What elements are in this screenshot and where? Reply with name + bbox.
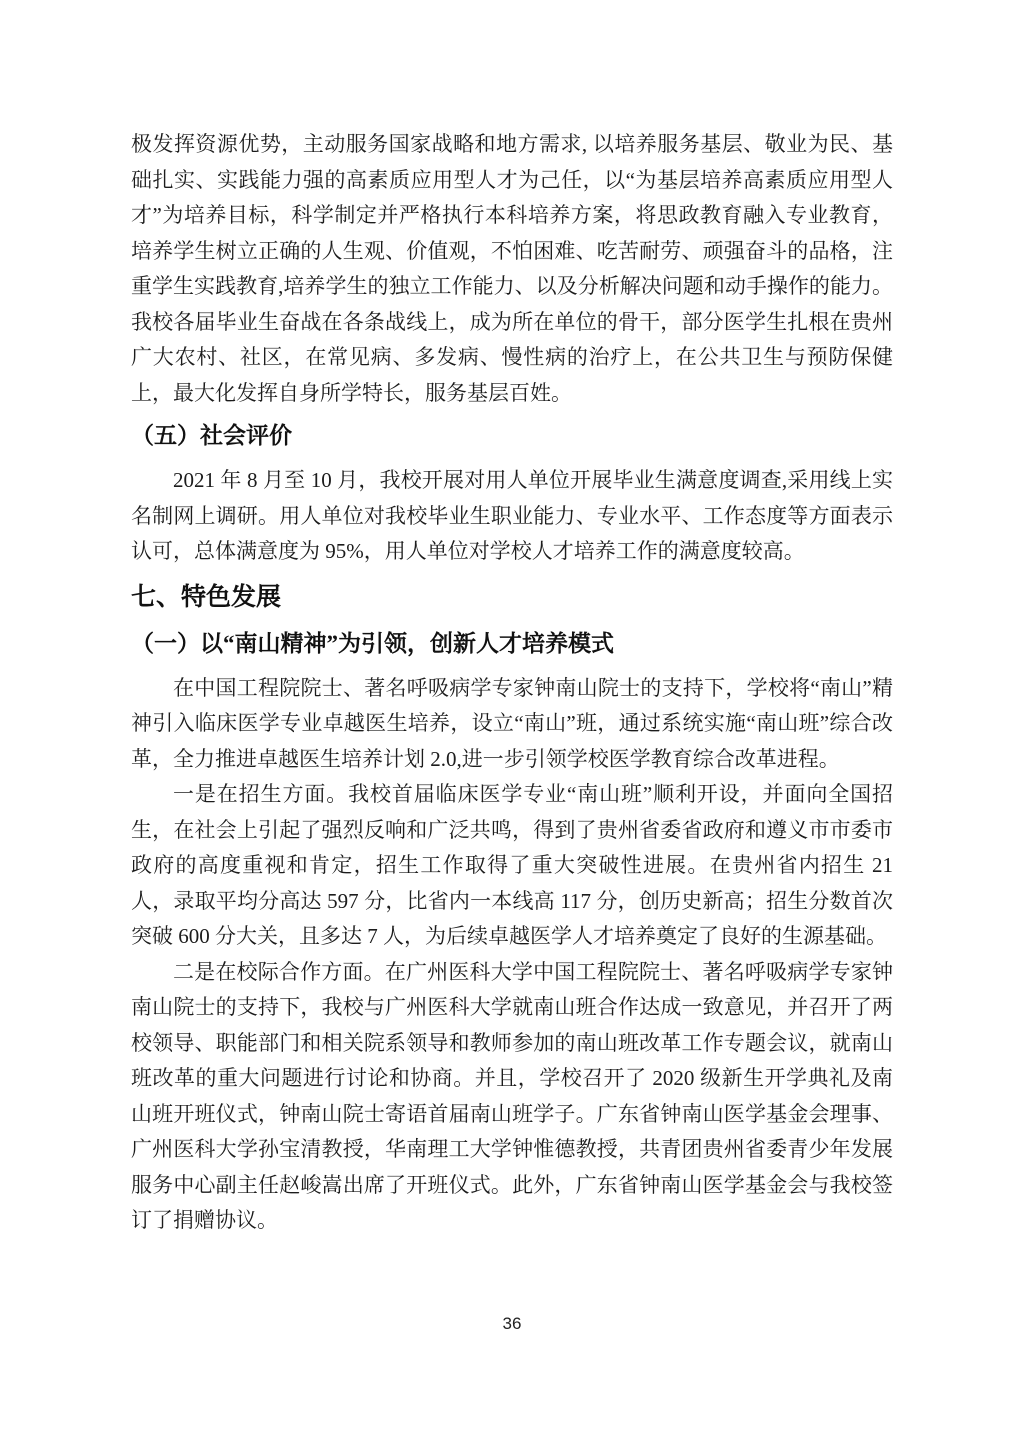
body-paragraph-continuation: 极发挥资源优势，主动服务国家战略和地方需求, 以培养服务基层、敬业为民、基础扎实、实践能力强的高素质应用型人才为己任，以“为基层培养高素质应用型人才”为培养目标，科学制定并严格执行本科培养方案，将思政教育融入专业教育，培养学生树立正确的人生观、价值观，不怕困难、吃苦耐劳、顽强奋斗的品格，注重学生实践教育,培养学生的独立工作能力、以及分析解决问题和动手操作的能力。我校各届毕业生奋战在各条战线上，成为所在单位的骨干，部分医学生扎根在贵州广大农村、社区，在常见病、多发病、慢性病的治疗上，在公共卫生与预防保健上，最大化发挥自身所学特长，服务基层百姓。 <box>131 132 893 405</box>
chapter-heading-featured-development: 七、特色发展 <box>131 582 282 611</box>
body-paragraph-nanshan-intro: 在中国工程院院士、著名呼吸病学专家钟南山院士的支持下，学校将“南山”精神引入临床医学专业卓越医生培养，设立“南山”班，通过系统实施“南山班”综合改革，全力推进卓越医生培养计划 2.0,进一步引领学校医学教育综合改革进程。 <box>131 675 893 771</box>
section-heading-nanshan-spirit: （一）以“南山精神”为引领，创新人才培养模式 <box>131 630 614 656</box>
body-paragraph-survey: 2021 年 8 月至 10 月，我校开展对用人单位开展毕业生满意度调查,采用线上实名制网上调研。用人单位对我校毕业生职业能力、专业水平、工作态度等方面表示认可，总体满意度为 95%，用人单位对学校人才培养工作的满意度较高。 <box>131 468 893 563</box>
page-content <box>131 127 893 1239</box>
body-paragraph-cooperation: 二是在校际合作方面。在广州医科大学中国工程院院士、著名呼吸病学专家钟南山院士的支持下，我校与广州医科大学就南山班合作达成一致意见，并召开了两校领导、职能部门和相关院系领导和教师参加的南山班改革工作专题会议，就南山班改革的重大问题进行讨论和协商。并且，学校召开了 2020 级新生开学典礼及南山班开班仪式，钟南山院士寄语首届南山班学子。广东省钟南山医学基金会理事、广州医科大学孙宝清教授，华南理工大学钟惟德教授，共青团贵州省委青少年发展服务中心副主任赵峻嵩出席了开班仪式。此外，广东省钟南山医学基金会与我校签订了捐赠协议。 <box>131 959 893 1232</box>
section-heading-social-evaluation: （五）社会评价 <box>131 423 292 448</box>
body-paragraph-enrollment: 一是在招生方面。我校首届临床医学专业“南山班”顺利开设，并面向全国招生，在社会上引起了强烈反响和广泛共鸣，得到了贵州省委省政府和遵义市市委市政府的高度重视和肯定，招生工作取得了重大突破性进展。在贵州省内招生 21 人，录取平均分高达 597 分，比省内一本线高 117 分，创历史新高；招生分数首次突破 600 分大关，且多达 7 人，为后续卓越医学人才培养奠定了良好的生源基础。 <box>131 782 893 948</box>
page-number: 36 <box>502 1314 522 1333</box>
